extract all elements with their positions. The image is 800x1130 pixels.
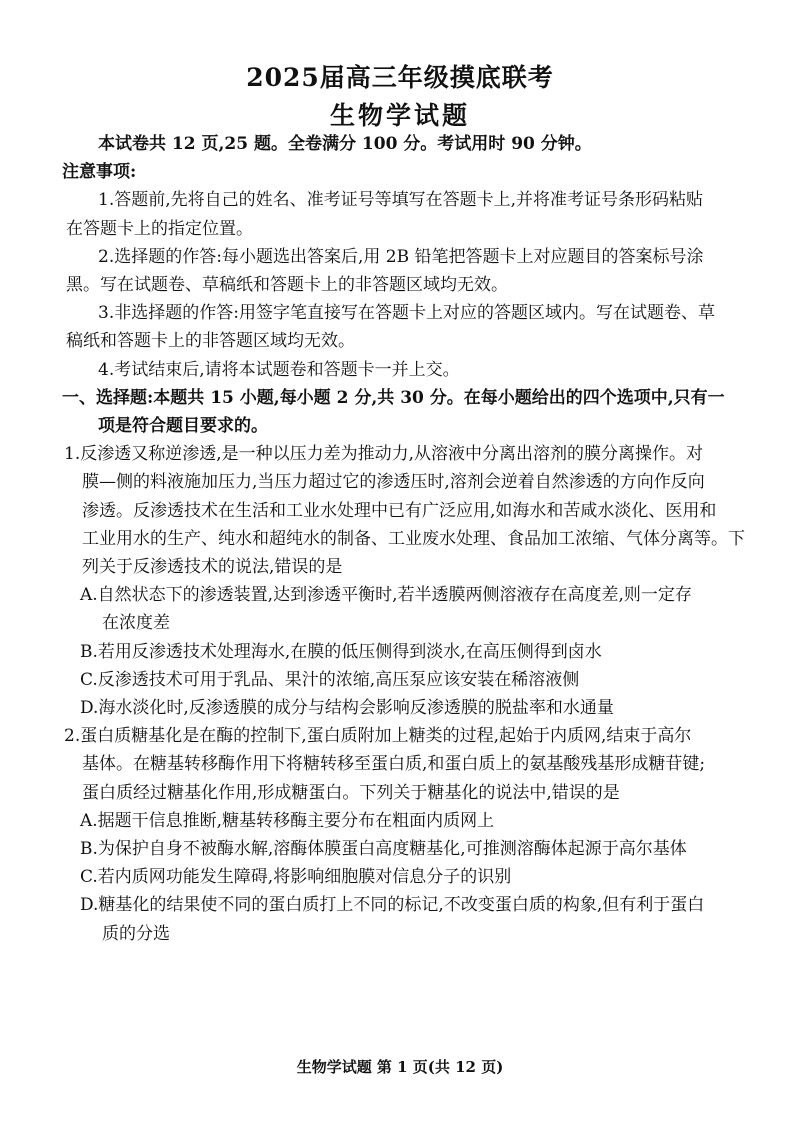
question-2-stem: 2.蛋白质糖基化是在酶的控制下,蛋白质附加上糖类的过程,起始于内质网,结束于高尔 [64,726,692,747]
question-1-option-a-cont: 在浓度差 [102,613,170,634]
question-1-option-c: C.反渗透技术可用于乳品、果汁的浓缩,高压泵应该安装在稀溶液侧 [80,669,580,690]
notice-heading: 注意事项: [62,162,137,183]
question-2-option-b: B.为保护自身不被酶水解,溶酶体膜蛋白高度糖基化,可推测溶酶体起源于高尔基体 [80,839,687,860]
notice-item-3-cont: 稿纸和答题卡上的非答题区域均无效。 [66,331,355,352]
question-1-stem: 1.反渗透又称逆渗透,是一种以压力差为推动力,从溶液中分离出溶剂的膜分离操作。对 [64,444,704,465]
page-footer: 生物学试题 第 1 页(共 12 页) [296,1058,504,1076]
question-1-stem-cont: 列关于反渗透技术的说法,错误的是 [82,557,343,578]
exam-body [62,130,766,948]
section-heading-cont: 项是符合题目要求的。 [98,416,268,437]
question-2-option-a: A.据题干信息推断,糖基转移酶主要分布在粗面内质网上 [80,810,495,831]
question-2-option-d-cont: 质的分选 [102,923,170,944]
question-1-option-b: B.若用反渗透技术处理海水,在膜的低压侧得到淡水,在高压侧得到卤水 [80,641,602,662]
question-2-stem-cont: 蛋白质经过糖基化作用,形成糖蛋白。下列关于糖基化的说法中,错误的是 [82,782,620,803]
exam-subject-title: 生物学试题 [329,101,470,130]
question-1-stem-cont: 膜—侧的料液施加压力,当压力超过它的渗透压时,溶剂会逆着自然渗透的方向作反向 [82,472,705,493]
question-2-option-d: D.糖基化的结果使不同的蛋白质打上不同的标记,不改变蛋白质的构象,但有利于蛋白 [80,895,705,916]
question-1-option-a: A.自然状态下的渗透装置,达到渗透平衡时,若半透膜两侧溶液存在高度差,则一定存 [80,585,692,606]
notice-item-3: 3.非选择题的作答:用签字笔直接写在答题卡上对应的答题区域内。写在试题卷、草 [98,303,715,324]
question-1-stem-cont: 渗透。反渗透技术在生活和工业水处理中已有广泛应用,如海水和苦咸水淡化、医用和 [82,500,717,521]
section-heading: 一、选择题:本题共 15 小题,每小题 2 分,共 30 分。在每小题给出的四个选项中,只有一 [62,387,725,408]
notice-item-2: 2.选择题的作答:每小题选出答案后,用 2B 铅笔把答题卡上对应题目的答案标号涂 [98,246,704,267]
notice-item-1-cont: 在答题卡上的指定位置。 [66,218,253,239]
exam-info: 本试卷共 12 页,25 题。全卷满分 100 分。考试用时 90 分钟。 [98,134,592,154]
question-1-stem-cont: 工业用水的生产、纯水和超纯水的制备、工业废水处理、食品加工浓缩、气体分离等。下 [82,528,745,549]
question-2-stem-cont: 基体。在糖基转移酶作用下将糖转移至蛋白质,和蛋白质上的氨基酸残基形成糖苷键; [82,754,706,775]
notice-item-1: 1.答题前,先将自己的姓名、准考证号等填写在答题卡上,并将准考证号条形码粘贴 [98,190,704,211]
notice-item-4: 4.考试结束后,请将本试题卷和答题卡一并上交。 [98,359,460,380]
notice-item-2-cont: 黑。写在试题卷、草稿纸和答题卡上的非答题区域均无效。 [66,275,508,296]
question-1-option-d: D.海水淡化时,反渗透膜的成分与结构会影响反渗透膜的脱盐率和水通量 [80,698,614,719]
exam-title: 2025届高三年级摸底联考 [246,63,554,92]
question-2-option-c: C.若内质网功能发生障碍,将影响细胞膜对信息分子的识别 [80,867,512,888]
